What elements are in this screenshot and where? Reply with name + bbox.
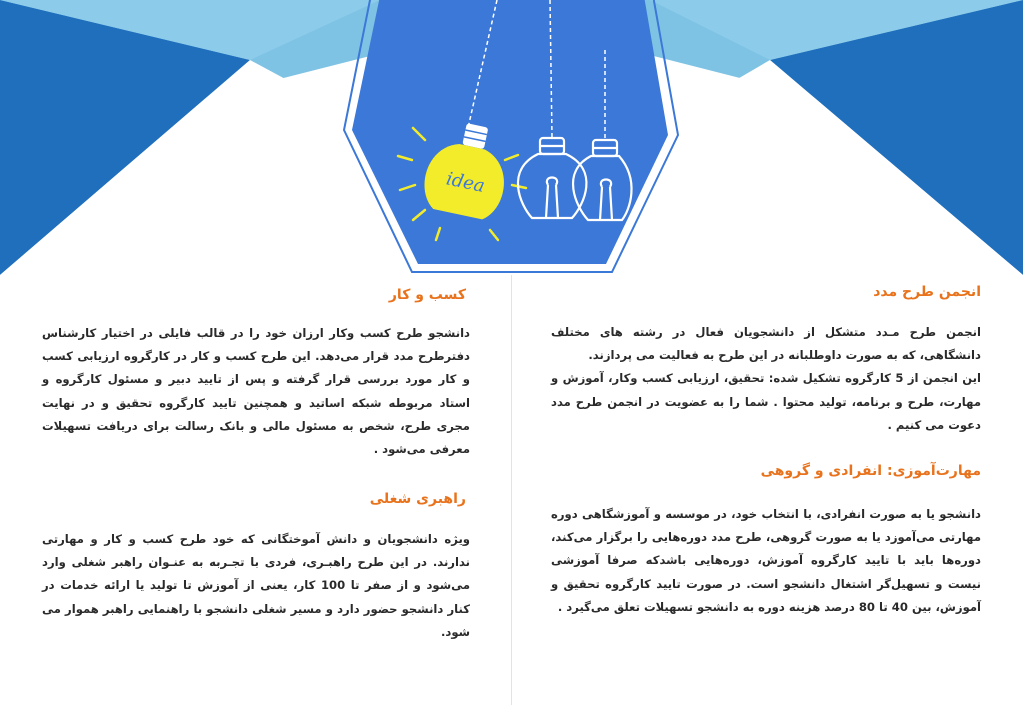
bulb-label: idea — [444, 168, 487, 197]
heading-maharat-amoozi: مهارت‌آموزی: انفرادی و گروهی — [760, 463, 981, 479]
hexagon — [352, 0, 668, 264]
paragraph-maharat-amoozi — [551, 503, 981, 619]
heading-kasb-o-kar: کسب و کار — [388, 287, 466, 303]
column-divider — [511, 275, 512, 705]
paragraph-anjoman — [551, 321, 981, 437]
heading-rahbari-shoghli: راهبری شغلی — [369, 491, 466, 507]
paragraph-line: این انجمن از 5 کارگروه تشکیل شده: تحقیق، ارزیابی کسب وکار، آموزش و مهارت، طرح و برنامه، تولید محتوا . شما را به عضویت در انجمن طرح مدد دعوت می کنیم . — [551, 371, 981, 432]
paragraph-line: انجمن طرح مـدد متشکل از دانشجویان فعال در رشته های مختلف دانشگاهی، که به صورت داوطلبانه در این طرح به فعالیت می پردازند. — [551, 325, 981, 363]
paragraph-kasb-o-kar — [42, 322, 470, 461]
paragraph-line: دانشجو طرح کسب وکار ارزان خود را در قالب فایلی در اختیار کارشناس دفترطرح مدد قرار می‌دهد. این طرح کسب و کار در کارگروه ارزیابی کسب و کار مورد بررسی قرار گرفته و پس از تایید دبیر و مسئول کارگروه و استاد مربوطه شبکه اساتید و همچنین تایید کارگروه تحقیق و در نهایت مجری طرح، شخص به مسئول مالی و بانک رسالت برای دریافت تسهیلات معرفی می‌شود . — [42, 326, 470, 457]
heading-anjoman-tarh-madad: انجمن طرح مدد — [873, 284, 981, 300]
paragraph-line: دانشجو یا به صورت انفرادی، با انتخاب خود، در موسسه و آموزشگاهی دوره مهارتی می‌آموزد یا به صورت گروهی، طرح مدد دوره‌هایی را برگزار می‌کند، دوره‌ها باید با تایید کارگروه آموزش، دوره‌هایی باشدکه صرفا آموزشی نیست و تسهیل‌گر اشتغال دانشجو است. در صورت تایید کارگروه تحقیق و آموزش، بین 40 تا 80 درصد هزینه دوره به دانشجو تسهیلات تعلق می‌گیرد . — [551, 507, 981, 614]
paragraph-line: ویژه دانشجویان و دانش آموختگانی که خود طرح کسب و کار و مهارتی ندارند. در این طرح راهبـری، فردی با تجـربه به عنـوان راهبر شغلی وارد می‌شود و از صفر تا 100 کار، یعنی از آموزش تا تولید یا ارائه خدمات در کنار دانشجو حضور دارد و مسیر شغلی دانشجو با راهنمایی راهبر هموار می شود. — [42, 532, 470, 639]
paragraph-rahbari-shoghli — [42, 528, 470, 644]
